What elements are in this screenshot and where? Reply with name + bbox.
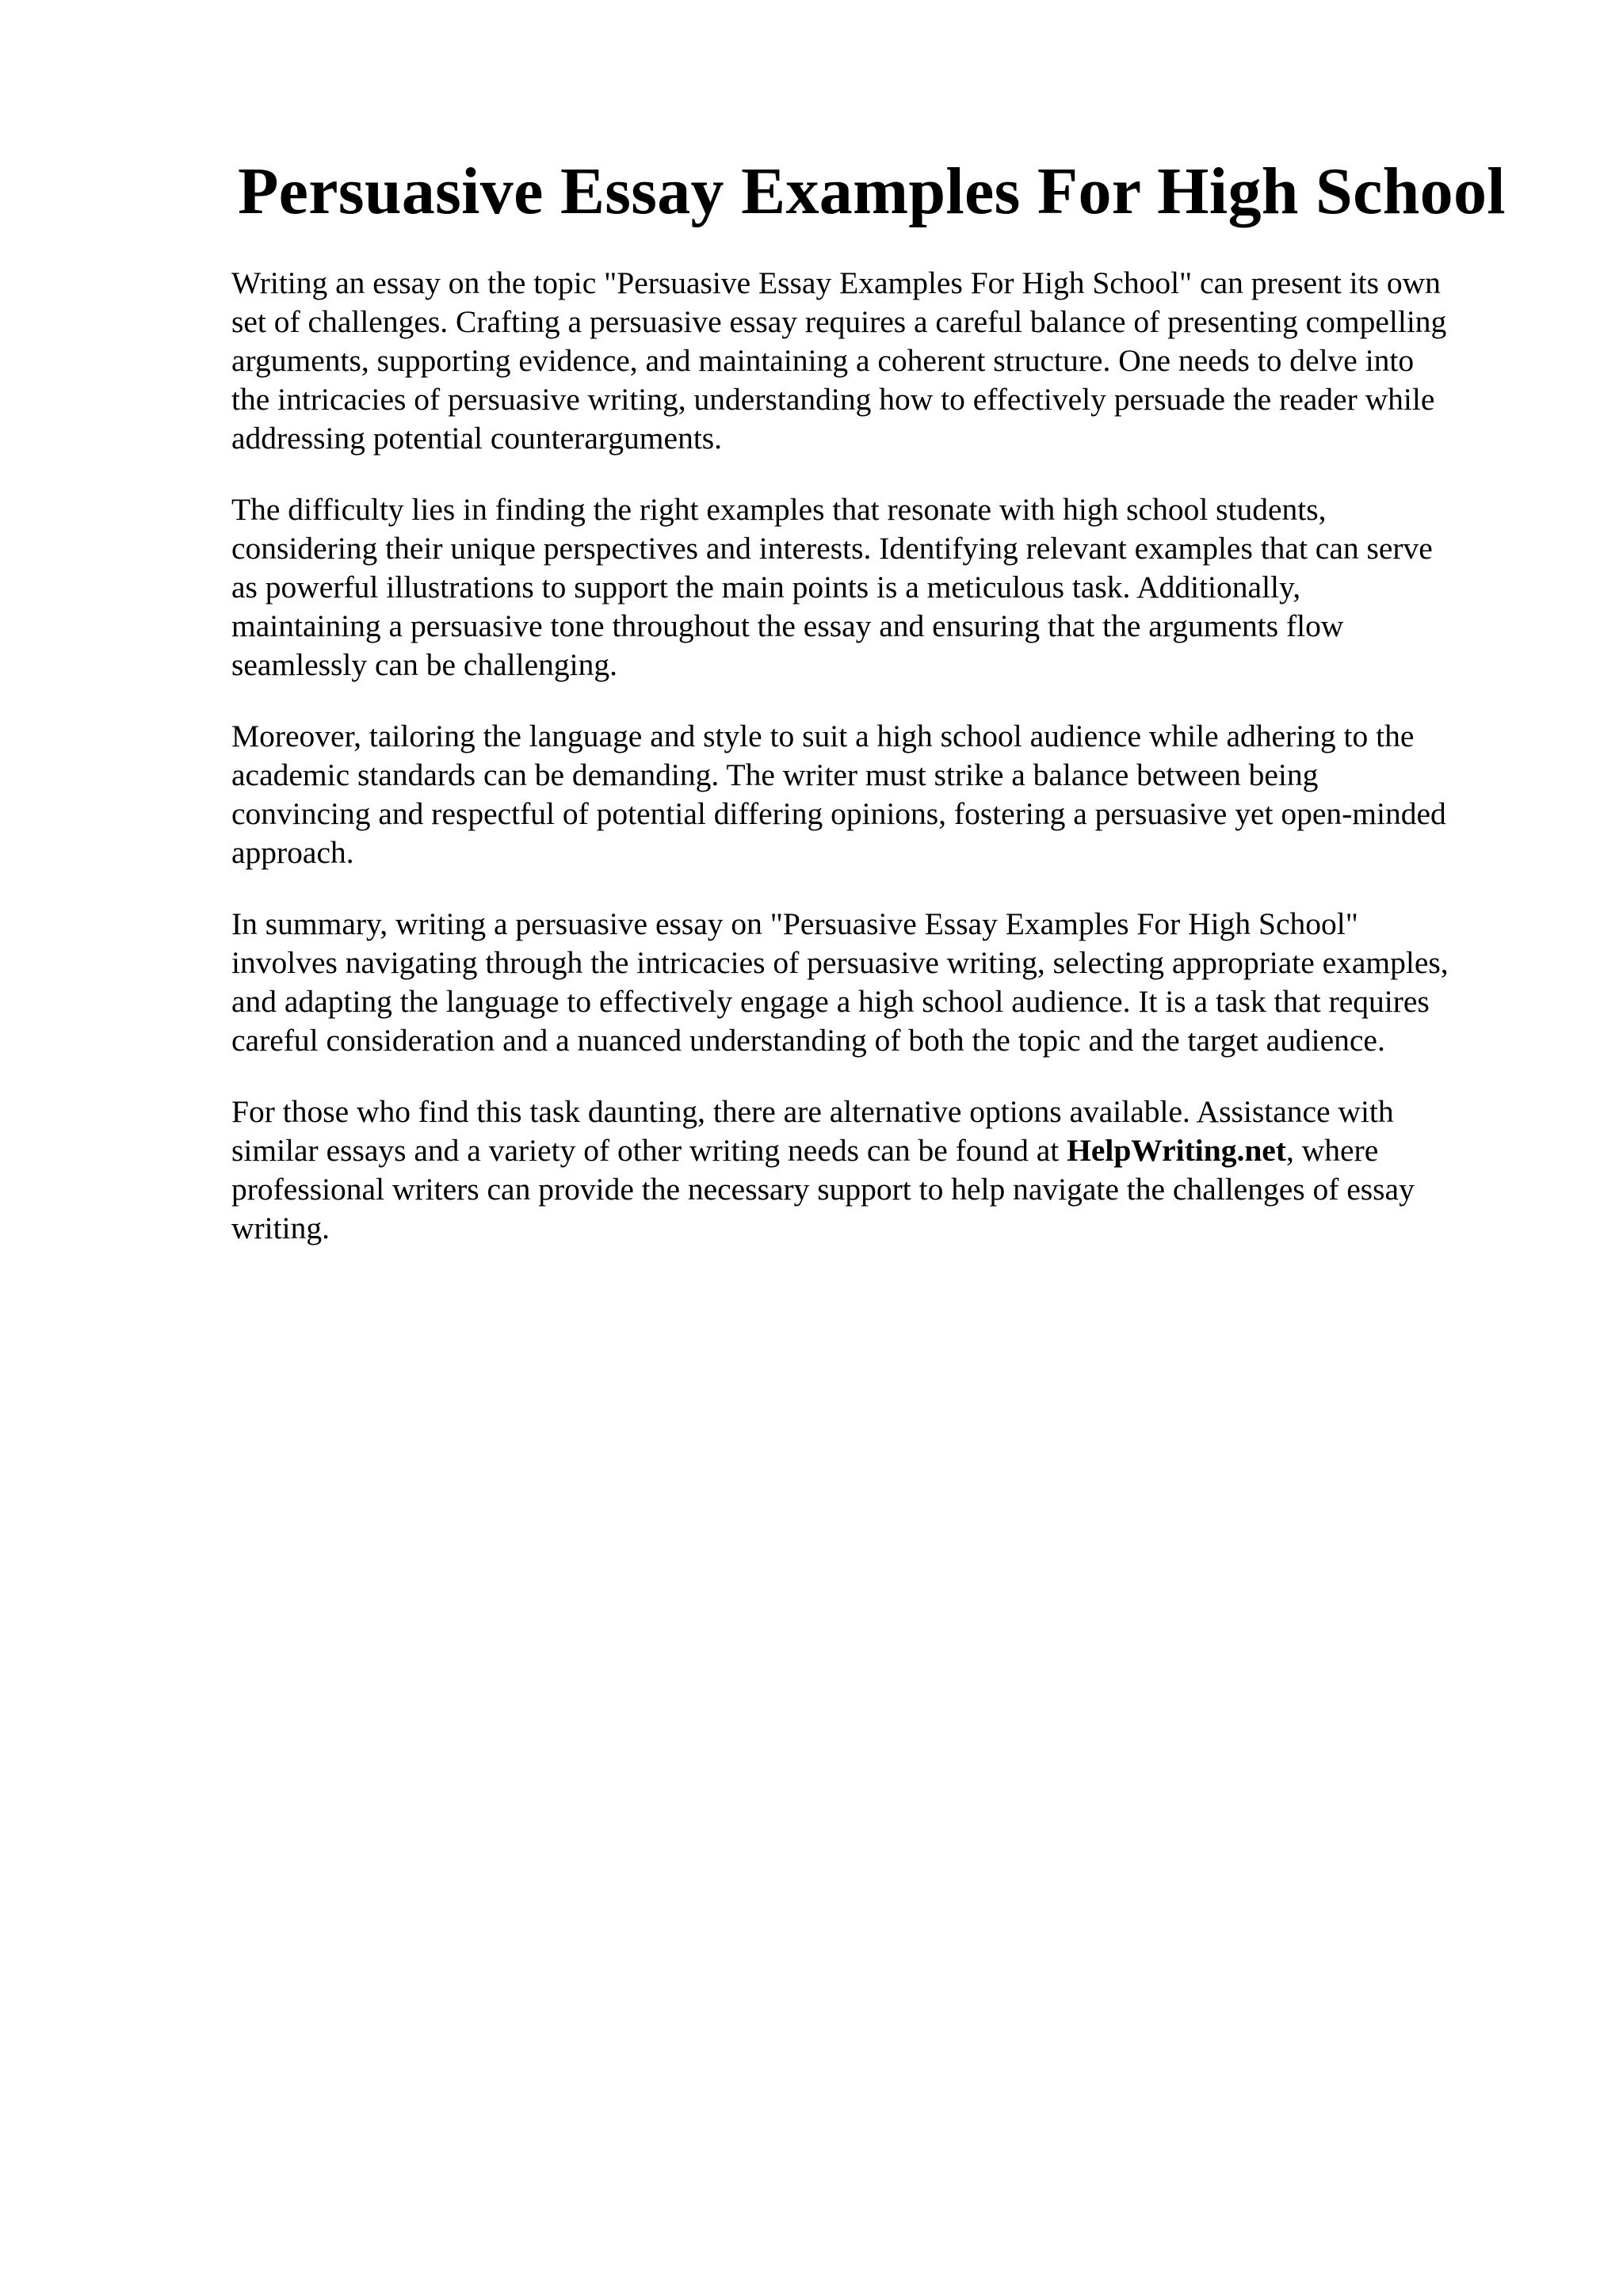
paragraph-intro — [231, 264, 1531, 458]
paragraph-line: considering their unique perspectives and interests. Identifying relevant examples that can serve — [231, 531, 1433, 566]
paragraph-line: addressing potential counterarguments. — [231, 421, 723, 456]
page-title: Persuasive Essay Examples For High School — [238, 154, 1506, 228]
paragraph-line: academic standards can be demanding. The writer must strike a balance between being — [231, 757, 1319, 792]
paragraph-line: arguments, supporting evidence, and maintaining a coherent structure. One needs to delve into — [231, 343, 1415, 378]
link-trail-text: , where — [1285, 1133, 1379, 1168]
paragraph-line: maintaining a persuasive tone throughout the essay and ensuring that the arguments flow — [231, 608, 1344, 643]
essay-body — [231, 264, 1531, 1280]
paragraph-line: involves navigating through the intricacies of persuasive writing, selecting appropriate examples, — [231, 945, 1449, 980]
paragraph-line: approach. — [231, 835, 354, 870]
paragraph-summary — [231, 905, 1531, 1060]
paragraph-line: In summary, writing a persuasive essay on "Persuasive Essay Examples For High School" — [231, 906, 1358, 941]
paragraph-line: professional writers can provide the necessary support to help navigate the challenges of essay — [231, 1172, 1415, 1207]
paragraph-line: and adapting the language to effectively engage a high school audience. It is a task that requires — [231, 984, 1430, 1019]
paragraph-moreover — [231, 717, 1531, 872]
paragraph-difficulty — [231, 490, 1531, 685]
paragraph-line: The difficulty lies in finding the right examples that resonate with high school students, — [231, 492, 1327, 527]
paragraph-line: Moreover, tailoring the language and style to suit a high school audience while adhering to the — [231, 719, 1415, 753]
paragraph-line: as powerful illustrations to support the main points is a meticulous task. Additionally, — [231, 570, 1301, 605]
paragraph-line: For those who find this task daunting, there are alternative options available. Assistance with — [231, 1094, 1394, 1129]
paragraph-line: writing. — [231, 1211, 330, 1245]
helpwriting-link[interactable]: HelpWriting.net — [1067, 1133, 1286, 1168]
paragraph-line: seamlessly can be challenging. — [231, 647, 617, 682]
paragraph-line-with-link — [231, 1131, 1531, 1170]
paragraph-assistance — [231, 1093, 1531, 1248]
paragraph-line: convincing and respectful of potential differing opinions, fostering a persuasive yet open-minded — [231, 796, 1446, 831]
link-lead-text: similar essays and a variety of other writing needs can be found at — [231, 1133, 1067, 1168]
paragraph-line: the intricacies of persuasive writing, understanding how to effectively persuade the reader while — [231, 382, 1435, 417]
paragraph-line: careful consideration and a nuanced understanding of both the topic and the target audience. — [231, 1023, 1385, 1058]
paragraph-line: Writing an essay on the topic "Persuasive Essay Examples For High School" can present its own — [231, 265, 1441, 300]
paragraph-line: set of challenges. Crafting a persuasive essay requires a careful balance of presenting compelling — [231, 304, 1447, 339]
